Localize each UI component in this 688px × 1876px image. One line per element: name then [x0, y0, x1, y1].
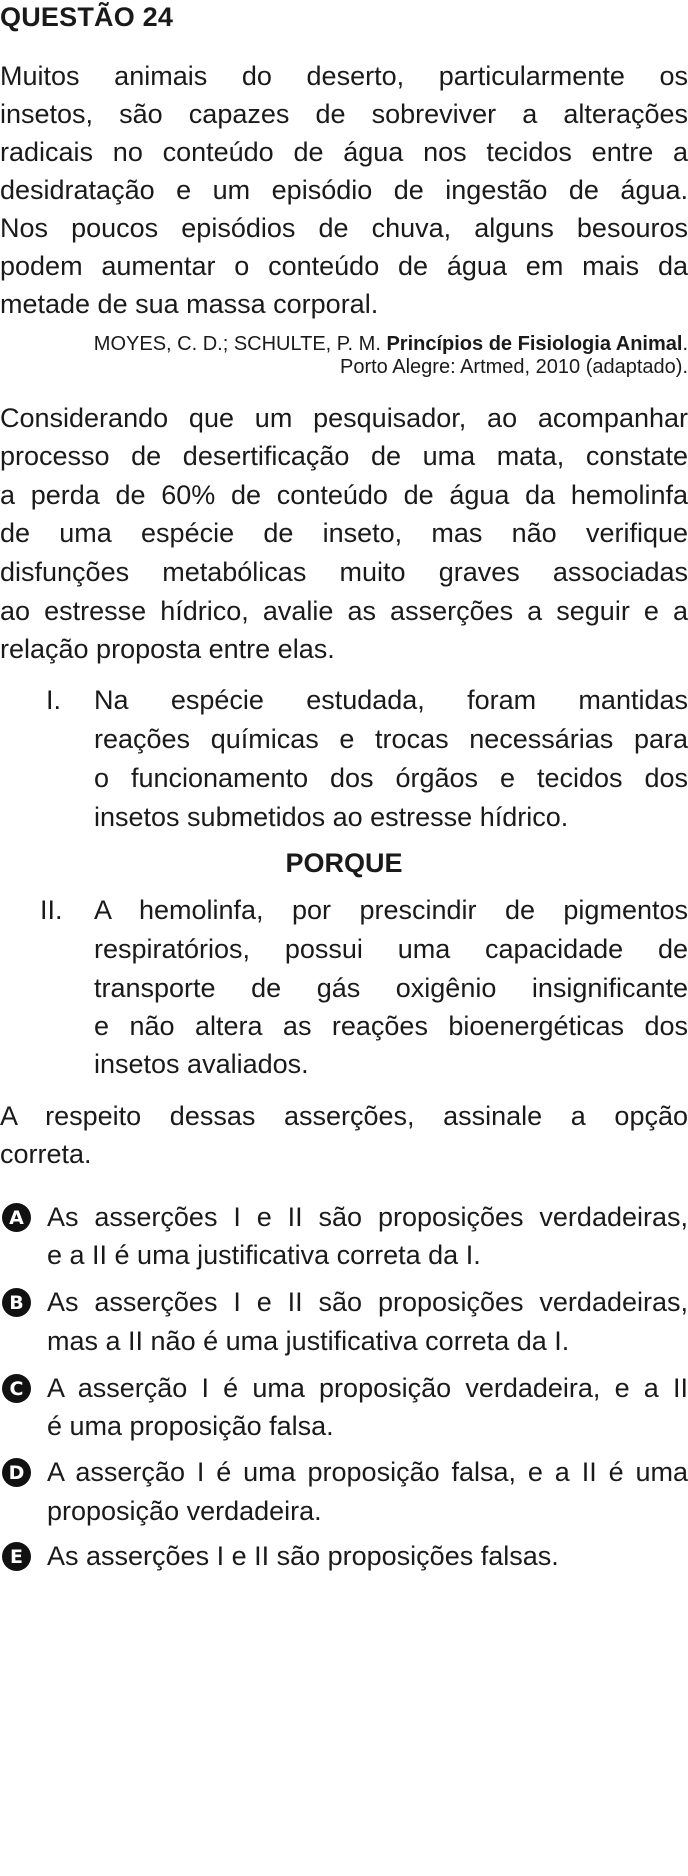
reference-authors: MOYES, C. D.; SCHULTE, P. M. — [93, 333, 381, 355]
intro-line: insetos, são capazes de sobreviver a alterações — [0, 99, 688, 129]
option-a-line[interactable]: As asserções I e II são proposições verdadeiras, — [47, 1202, 688, 1232]
context-line: a perda de 60% de conteúdo de água da hemolinfa — [0, 480, 688, 510]
reference-end-mark: . — [682, 333, 688, 355]
option-a-line[interactable]: e a II é uma justificativa correta da I. — [47, 1240, 481, 1270]
assertion-1-line: Na espécie estudada, foram mantidas — [94, 685, 688, 715]
option-b-line[interactable]: As asserções I e II são proposições verdadeiras, — [47, 1287, 688, 1317]
prompt-line: A respeito dessas asserções, assinale a opção — [0, 1101, 688, 1131]
assertion-1-number: I. — [46, 685, 62, 715]
context-line: Considerando que um pesquisador, ao acompanhar — [0, 403, 688, 433]
option-e-line[interactable]: As asserções I e II são proposições falsas. — [47, 1541, 559, 1571]
intro-line: desidratação e um episódio de ingestão de água. — [0, 175, 688, 205]
intro-line: podem aumentar o conteúdo de água em mais da — [0, 251, 688, 281]
intro-line: metade de sua massa corporal. — [0, 289, 379, 319]
reference-publisher: Porto Alegre: Artmed, 2010 (adaptado). — [340, 356, 688, 378]
question-title: QUESTÃO 24 — [0, 2, 174, 32]
option-b-line[interactable]: mas a II não é uma justificativa correta da I. — [47, 1326, 570, 1356]
intro-line: Nos poucos episódios de chuva, alguns besouros — [0, 213, 688, 243]
context-line: processo de desertificação de uma mata, constate — [0, 441, 688, 471]
option-a-badge[interactable]: A — [2, 1203, 31, 1232]
option-c-line[interactable]: A asserção I é uma proposição verdadeira, e a II — [47, 1373, 688, 1403]
assertion-2-line: insetos avaliados. — [94, 1049, 309, 1079]
option-d-line[interactable]: A asserção I é uma proposição falsa, e a II é uma — [47, 1457, 688, 1487]
option-c-line[interactable]: é uma proposição falsa. — [47, 1411, 334, 1441]
reference-book: Princípios de Fisiologia Animal — [386, 333, 683, 355]
assertion-1-line: o funcionamento dos órgãos e tecidos dos — [94, 763, 688, 793]
context-line: de uma espécie de inseto, mas não verifique — [0, 518, 688, 548]
context-line: disfunções metabólicas muito graves associadas — [0, 557, 688, 587]
prompt-line: correta. — [0, 1139, 92, 1169]
assertion-2-line: transporte de gás oxigênio insignificante — [94, 973, 688, 1003]
assertion-2-line: A hemolinfa, por prescindir de pigmentos — [94, 895, 688, 925]
context-line: ao estresse hídrico, avalie as asserções a seguir e a — [0, 596, 688, 626]
option-d-line[interactable]: proposição verdadeira. — [47, 1496, 322, 1526]
assertion-1-line: reações químicas e trocas necessárias para — [94, 724, 688, 754]
context-line: relação proposta entre elas. — [0, 634, 335, 664]
option-e-badge[interactable]: E — [2, 1542, 31, 1571]
assertion-1-line: insetos submetidos ao estresse hídrico. — [94, 802, 569, 832]
assertion-2-line: respiratórios, possui uma capacidade de — [94, 934, 688, 964]
option-c-badge[interactable]: C — [2, 1374, 31, 1403]
assertion-2-line: e não altera as reações bioenergéticas dos — [94, 1011, 688, 1041]
option-b-badge[interactable]: B — [2, 1288, 31, 1317]
option-d-badge[interactable]: D — [2, 1458, 31, 1487]
connector-porque: PORQUE — [285, 848, 403, 878]
assertion-2-number: II. — [40, 895, 63, 925]
intro-line: radicais no conteúdo de água nos tecidos entre a — [0, 137, 688, 167]
intro-line: Muitos animais do deserto, particularmente os — [0, 61, 688, 91]
